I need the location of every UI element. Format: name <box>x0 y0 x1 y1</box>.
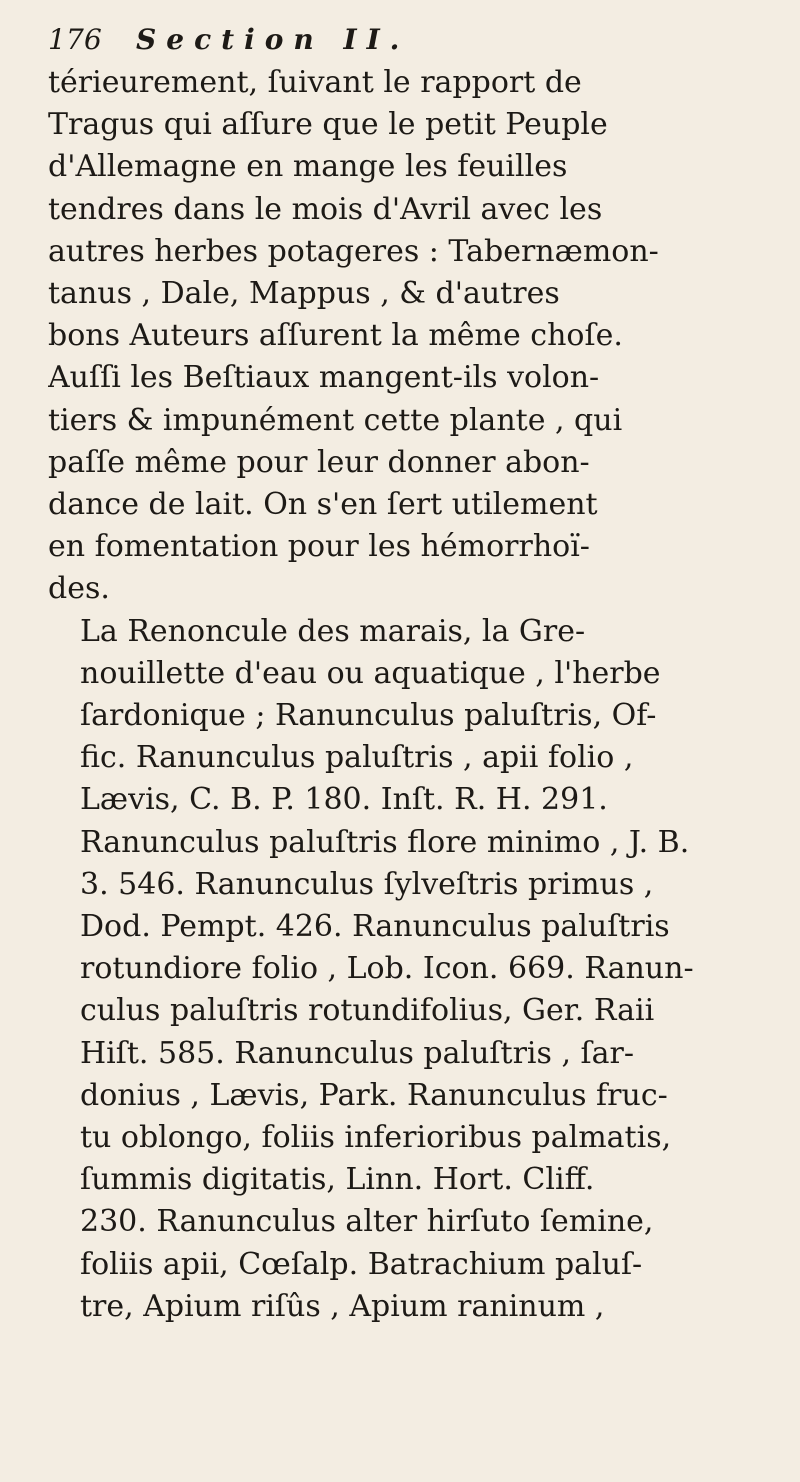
text-line: fic. Ranunculus paluſtris , apii folio , <box>80 740 634 776</box>
text-line: térieurement, ſuivant le rapport de <box>48 65 582 100</box>
text-line: dance de lait. On s'en ſert utilement <box>48 487 598 523</box>
text-line: tu oblongo, foliis inferioribus palmatis, <box>80 1120 672 1156</box>
text-line: d'Allemagne en mange les feuilles <box>48 149 568 185</box>
text-line: culus paluſtris rotundifolius, Ger. Raii <box>80 993 655 1029</box>
text-line: tanus , Dale, Mappus , & d'autres <box>48 276 560 312</box>
text-line: rotundiore folio , Lob. Icon. 669. Ranun- <box>80 951 694 987</box>
page-header <box>48 16 782 62</box>
text-line: tiers & impunément cette plante , qui <box>48 402 623 438</box>
text-line: Ranunculus paluſtris flore minimo , J. B. <box>80 824 690 860</box>
text-line: Dod. Pempt. 426. Ranunculus paluſtris <box>80 909 670 945</box>
text-line: tendres dans le mois d'Avril avec les <box>48 191 603 227</box>
text-line: donius , Lævis, Park. Ranunculus fruc- <box>80 1077 668 1113</box>
paragraph-2 <box>48 611 782 1328</box>
text-line: tre, Apium riſûs , Apium raninum , <box>80 1288 605 1324</box>
text-line: Lævis, C. B. P. 180. Inſt. R. H. 291. <box>80 782 608 818</box>
body-text <box>48 62 782 1328</box>
text-line: autres herbes potageres : Tabernæmon- <box>48 233 659 269</box>
text-line: des. <box>48 571 110 607</box>
text-line: 3. 546. Ranunculus ſylveſtris primus , <box>80 866 654 902</box>
text-line: Auſſi les Beſtiaux mangent-ils volon- <box>48 360 600 396</box>
text-line: paſſe même pour leur donner abon- <box>48 444 590 480</box>
text-line: Hiſt. 585. Ranunculus paluſtris , ſar- <box>80 1035 634 1071</box>
paragraph-1 <box>48 62 782 611</box>
section-title: Section II. <box>136 22 410 56</box>
text-line: en fomentation pour les hémorrhoï- <box>48 529 590 565</box>
text-line: Tragus qui aſſure que le petit Peuple <box>48 107 608 143</box>
text-line: La Renoncule des marais, la Gre- <box>80 613 586 649</box>
text-line: ſummis digitatis, Linn. Hort. Cliff. <box>80 1162 595 1198</box>
text-line: foliis apii, Cœſalp. Batrachium paluſ- <box>80 1246 643 1282</box>
text-line: 230. Ranunculus alter hirſuto ſemine, <box>80 1204 654 1240</box>
page-number: 176 <box>48 22 103 56</box>
text-line: bons Auteurs aſſurent la même choſe. <box>48 318 623 354</box>
text-line: nouillette d'eau ou aquatique , l'herbe <box>80 655 661 691</box>
text-line: ſardonique ; Ranunculus paluſtris, Of- <box>80 698 657 734</box>
